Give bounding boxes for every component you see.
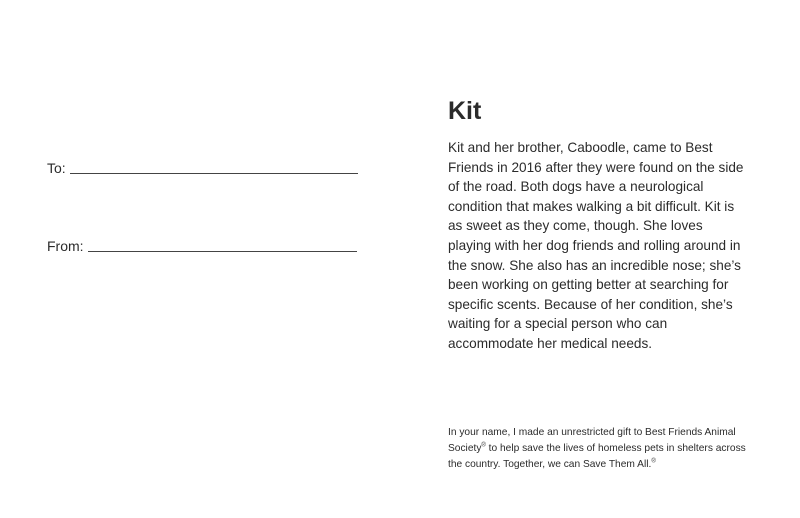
pet-description: Kit and her brother, Caboodle, came to Best Friends in 2016 after they were found on the side of the road. Both dogs have a neurological condition that makes walking a bit difficult. Kit is as sweet as they come, though. She loves playing with her dog friends and rolling around in the snow. She also has an incredible nose; she’s been working on getting better at searching for specific scents. Because of her condition, she’s waiting for a special person who can accommodate her medical needs. (448, 140, 744, 351)
to-field[interactable] (47, 160, 358, 176)
to-write-line[interactable] (70, 173, 358, 174)
from-field[interactable] (47, 238, 357, 254)
registered-mark: ® (651, 458, 656, 465)
to-label: To: (47, 160, 66, 176)
gift-statement (448, 425, 748, 473)
registered-mark: ® (481, 442, 486, 449)
from-write-line[interactable] (88, 251, 357, 252)
gift-statement-part-1: In your name, I made an unrestricted gift to Best Friends Animal Society (448, 427, 736, 454)
gift-statement-part-2: to help save the lives of homeless pets in shelters across the country. Together, we can Save Them All. (448, 443, 746, 470)
pet-profile-panel (448, 0, 778, 518)
from-label: From: (47, 238, 84, 254)
pet-name-title: Kit (448, 97, 482, 125)
